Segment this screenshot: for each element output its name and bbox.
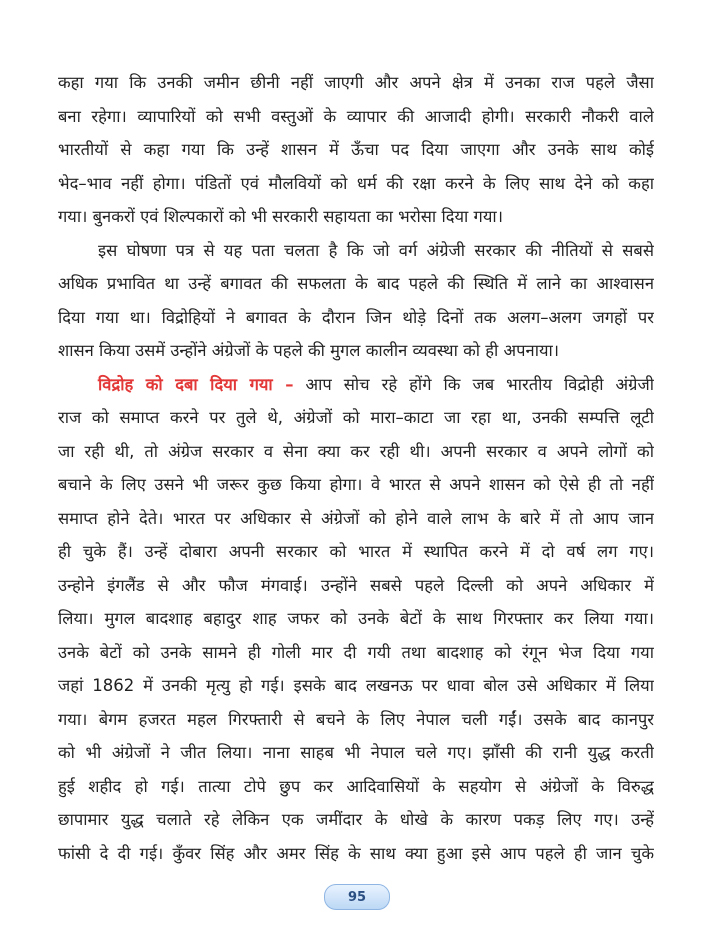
paragraph-line: जा रही थी, तो अंग्रेज सरकार व सेना क्या कर रही थी। अपनी सरकार व अपने लोगों को bbox=[58, 441, 654, 461]
paragraph-line: बना रहेगा। व्यापारियों को सभी वस्तुओं के व्यापार की आजादी होगी। सरकारी नौकरी वाले bbox=[58, 106, 654, 126]
page-body bbox=[58, 66, 654, 870]
paragraph-line: शासन किया उसमें उन्होंने अंग्रेजों के पहले की मुगल कालीन व्यवस्था को ही अपनाया। bbox=[58, 341, 560, 360]
paragraph-line: समाप्त होने देते। भारत पर अधिकार से अंग्रेजों को होने वाले लाभ के बारे में तो आप जान bbox=[58, 508, 654, 528]
page-number-badge bbox=[324, 884, 390, 910]
paragraph-line-text: आप सोच रहे होंगे कि जब भारतीय विद्रोही अंग्रेजी bbox=[293, 374, 654, 394]
paragraph-line-with-heading bbox=[58, 368, 654, 402]
paragraph-line: इस घोषणा पत्र से यह पता चलता है कि जो वर्ग अंग्रेजी सरकार की नीतियों से सबसे bbox=[98, 240, 654, 260]
section-heading: विद्रोह को दबा दिया गया – bbox=[98, 374, 294, 394]
paragraph-line: भारतीयों से कहा गया कि उन्हें शासन में ऊँचा पद दिया जाएगा और उनके साथ कोई bbox=[58, 140, 654, 159]
paragraph-line: गया। बुनकरों एवं शिल्पकारों को भी सरकारी सहायता का भरोसा दिया गया। bbox=[58, 207, 503, 226]
paragraph-line: लिया। मुगल बादशाह बहादुर शाह जफर को उनके बेटों के साथ गिरफ्तार कर लिया गया। bbox=[58, 609, 654, 628]
paragraph-land-and-trade-assurances bbox=[58, 66, 654, 234]
paragraph-line: हुई शहीद हो गई। तात्या टोपे छुप कर आदिवासियों के सहयोग से अंग्रेजों के विरुद्ध bbox=[58, 776, 654, 796]
paragraph-line: अधिक प्रभावित था उन्हें बगावत की सफलता के बाद पहले की स्थिति में लाने का आश्वासन bbox=[58, 274, 654, 293]
paragraph-line: छापामार युद्ध चलाते रहे लेकिन एक जमींदार के धोखे के कारण पकड़ लिए गए। उन्हें bbox=[58, 810, 654, 829]
paragraph-line: को भी अंग्रेजों ने जीत लिया। नाना साहब भी नेपाल चले गए। झाँसी की रानी युद्ध करती bbox=[58, 743, 654, 762]
paragraph-line: जहां 1862 में उनकी मृत्यु हो गई। इसके बाद लखनऊ पर धावा बोल उसे अधिकार में लिया bbox=[58, 676, 654, 695]
paragraph-proclamation bbox=[58, 234, 654, 368]
paragraph-line: बचाने के लिए उसने भी जरूर कुछ किया होगा। वे भारत से अपने शासन को ऐसे ही तो नहीं bbox=[58, 475, 654, 494]
paragraph-line: उनके बेटों को उनके सामने ही गोली मार दी गयी तथा बादशाह को रंगून भेज दिया गया bbox=[58, 642, 654, 662]
paragraph-line: भेद–भाव नहीं होगा। पंडितों एवं मौलवियों को धर्म की रक्षा करने के लिए साथ देने को कहा bbox=[58, 173, 654, 193]
paragraph-line: ही चुके हैं। उन्हें दोबारा अपनी सरकार को भारत में स्थापित करने में दो वर्ष लग गए। bbox=[58, 542, 654, 561]
paragraph-line: कहा गया कि उनकी जमीन छीनी नहीं जाएगी और अपने क्षेत्र में उनका राज पहले जैसा bbox=[58, 73, 654, 92]
paragraph-revolt-suppressed bbox=[58, 368, 654, 871]
paragraph-line: राज को समाप्त करने पर तुले थे, अंग्रेजों को मारा–काटा जा रहा था, उनकी सम्पत्ति लूटी bbox=[58, 408, 654, 427]
paragraph-line: गया। बेगम हजरत महल गिरफ्तारी से बचने के लिए नेपाल चली गईं। उसके बाद कानपुर bbox=[58, 709, 654, 729]
page-number: 95 bbox=[347, 889, 367, 905]
paragraph-line: दिया गया था। विद्रोहियों ने बगावत के दौरान जिन थोड़े दिनों तक अलग–अलग जगहों पर bbox=[58, 307, 654, 327]
paragraph-line: उन्होने इंगलैंड से और फौज मंगवाई। उन्होंने सबसे पहले दिल्ली को अपने अधिकार में bbox=[58, 575, 654, 595]
paragraph-line: फांसी दे दी गई। कुँवर सिंह और अमर सिंह के साथ क्या हुआ इसे आप पहले ही जान चुके bbox=[58, 843, 654, 863]
